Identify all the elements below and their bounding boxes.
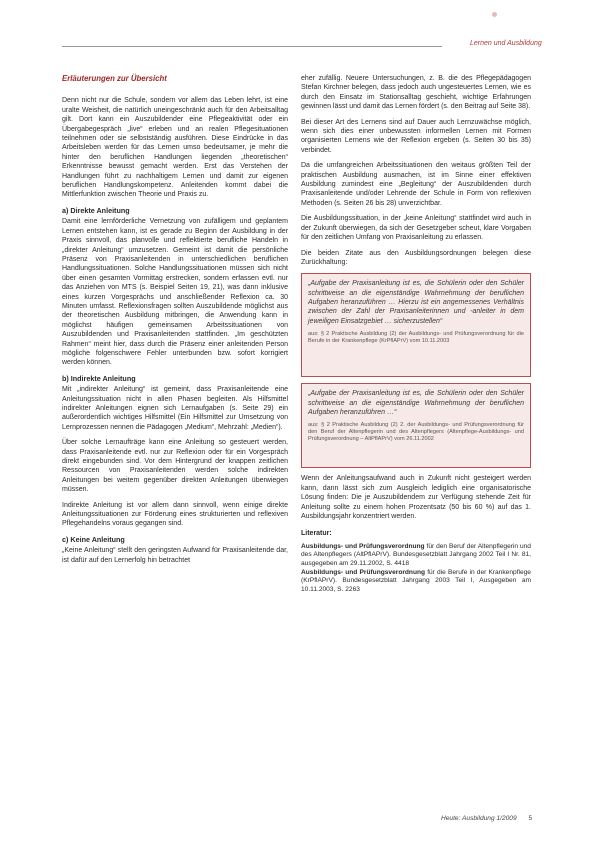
literature-entry-title: Ausbildungs- und Prüfungsverordnung bbox=[301, 568, 426, 576]
paragraph-direct-guidance: Damit eine lernförderliche Vernetzung von zufälligem und geplantem Lernen entstehen kann, ist es gerade zu Beginn der Ausbildung in der Praxis sinnvoll, das planvolle und reflektierte berufliche Handeln in „direkter Anleitung“ umzusetzen. Gemeint ist damit die persönliche Präsenz von Praxisanleitenden in unterschiedlichen beruflichen Handlungssituationen. Solche Handlungssituationen müssen sich nicht über einen gesamten Vormittag erstrecken, sondern erfassen evtl. nur das Anziehen von MTS (s. Beispiel Seiten 19, 21), was dann inklusive eines kurzen Vorgesprächs und anschließender Reflexion ca. 30 Minuten umfasst. Reflexionsfragen sollten Auszubildende möglichst aus der theoretischen Ausbildung mitbringen, die Anwendung kann in möglichst häufigen gemeinsamen Arbeitssituationen von Auszubildenden und Praxisanleitenden stattfinden. „Im geschützten Rahmen“ meint hier, dass durch die Präsenz einer anleitenden Person mögliche folgenschwere Fehler unterbunden bzw. sofort korrigiert werden können. bbox=[62, 218, 288, 367]
paragraph-r1: eher zufällig. Neuere Untersuchungen, z. B. die des Pflegepädagogen Stefan Kirchner belegen, dass jedoch auch ungesteuertes Lernen, wie es durch den Einsatz im Stationsalltag geschieht, wichtige Erfahrungen gewinnen lässt und damit das Lernen fördert (s. den Beitrag auf Seite 38). bbox=[301, 75, 531, 111]
heading-direct-guidance: a) Direkte Anleitung bbox=[62, 205, 130, 215]
intro-paragraph: Denn nicht nur die Schule, sondern vor allem das Leben lehrt, ist eine uralte Weisheit, die natürlich uneingeschränkt auch für den Arbeitsalltag gilt. Dort kann ein Auszubildender eine Pflegeaktivität oder ein Übergabegespräch „live“ erleben und an realen Pflegesituationen teilnehmen oder sie selbstständig ausführen. Diese Eindrücke in das Arbeitsleben werden für das Lernen umso bedeutsamer, je mehr die hinter den beruflichen Handlungen liegenden „theoretischen“ Erkenntnisse bewusst gemacht werden. Erst das Verstehen der Handlungen führt zu nachhaltigem Lernen und damit zur eigenen beruflichen Handlungskompetenz. Anleitenden kommt dabei die Mittlerfunktion zwischen Theorie und Praxis zu. bbox=[62, 97, 288, 199]
literature-heading: Literatur: bbox=[301, 530, 332, 538]
paragraph-r3: Da die umfangreichen Arbeitssituationen den weitaus größten Teil der praktischen Ausbildung ausmachen, ist im Sinne einer effektiven Ausbildung zumindest eine „Begleitung“ der Auszubildenden durch Praxisanleitende und/oder Lehrende der Schule in Form von reflexiven Methoden (s. Seiten 26 bis 28) unverzichtbar. bbox=[301, 162, 531, 207]
literature-entry-title: Ausbildungs- und Prüfungsverordnung bbox=[301, 542, 425, 550]
quote-box-krankenpflege bbox=[301, 273, 531, 377]
left-column bbox=[62, 74, 288, 571]
page-marker-dot bbox=[492, 12, 497, 17]
paragraph-r5: Die beiden Zitate aus den Ausbildungsordnungen belegen diese Zurückhaltung: bbox=[301, 249, 531, 266]
page-number: 5 bbox=[528, 815, 533, 822]
header-rule bbox=[62, 46, 442, 47]
literature-entry-text: für die Berufe in der Krankenpflege (KrPflAPrV). Bundesgesetzblatt Jahrgang 2003 Teil I, Ausgegeben am 10.11.2003, S. 2263 bbox=[301, 568, 531, 593]
header-title: Lernen und Ausbildung bbox=[470, 40, 542, 47]
heading-indirect-guidance: b) Indirekte Anleitung bbox=[62, 373, 136, 383]
quote-text: „Aufgabe der Praxisanleitung ist es, die Schülerin oder den Schüler schrittweise an die eigenständige Wahrnehmung der beruflichen Aufgaben heranzuführen …“ bbox=[308, 390, 524, 416]
section-title: Erläuterungen zur Übersicht bbox=[62, 74, 167, 83]
right-column bbox=[301, 74, 531, 594]
paragraph-no-guidance: „Keine Anleitung“ stellt den geringsten Aufwand für Praxisanleitende dar, ist dafür auf den Lernerfolg hin betrachtet bbox=[62, 547, 288, 564]
literature-entry bbox=[301, 543, 531, 569]
publication-name: Heute: Ausbildung 1/2009 bbox=[441, 815, 517, 822]
paragraph-indirect-guidance-3: Indirekte Anleitung ist vor allem dann sinnvoll, wenn einige direkte Anleitungssituationen zur Förderung eines strukturierten und reflexiven Pflegehandelns voraus gegangen sind. bbox=[62, 501, 288, 528]
paragraph-indirect-guidance-2: Über solche Lernaufträge kann eine Anleitung so gesteuert werden, dass Praxisanleitende evtl. nur zur Reflexion oder für ein Vorgespräch direkt eingebunden sind. Vor dem Hintergrund der knappen zeitlichen Ressourcen von Praxisanleitenden werden solche indirekten Anleitungen bei weitem gegenüber direkten Anleitungen überwiegen müssen. bbox=[62, 439, 288, 494]
literature-entry bbox=[301, 569, 531, 595]
quote-source: aus: § 2 Praktische Ausbildung (2) der Ausbildungs- und Prüfungsverordnung für die Berufe in der Krankenpflege (KrPflAPrV) vom 10.11.2003 bbox=[308, 330, 524, 344]
quote-box-altenpflege bbox=[301, 383, 531, 468]
heading-no-guidance: c) Keine Anleitung bbox=[62, 534, 125, 544]
quote-source: aus: § 2 Praktische Ausbildung (2) 2. der Ausbildungs- und Prüfungsverordnung für den Beruf der Altenpflegerin und des Altenpflegers (Altenpflege-Ausbildungs- und Prüfungsverordnung – AltPflAPrV) vom 26.11.2002 bbox=[308, 422, 524, 443]
paragraph-r6: Wenn der Anleitungsaufwand auch in Zukunft nicht gesteigert werden kann, dann lässt sich zum Ausgleich lediglich eine organisatorische Lösung finden: Die je Auszubildendem zur Verfügung stehende Zeit für Anleitung sollte zu einem hohen Prozentsatz (50 bis 60 %) auf das 1. Ausbildungsjahr konzentriert werden. bbox=[301, 475, 531, 520]
literature-entry-text: für den Beruf der Altenpflegerin und des Altenpflegers (AltPflAPrV). Bundesgesetzblatt Jahrgang 2002 Teil I Nr. 81, ausgegeben am 29.11.2002, S. 4418 bbox=[301, 542, 531, 567]
paragraph-indirect-guidance-1: Mit „indirekter Anleitung“ ist gemeint, dass Praxisanleitende eine Anleitungssituation nicht in allen Phasen begleiten. Als Hilfsmittel indirekter Anleitungen eignen sich Lernaufgaben (s. Seite 29) ein außerordentlich wichtiges Hilfsmittel (Ein Hilfsmittel zur Umsetzung von Lernprozessen nennen die Pädagogen „Medium“, Mehrzahl: „Medien“). bbox=[62, 386, 288, 431]
page-footer bbox=[441, 815, 532, 822]
quote-text: „Aufgabe der Praxisanleitung ist es, die Schülerin oder den Schüler schrittweise an die eigenständige Wahrnehmung der beruflichen Aufgaben heranzuführen … Hierzu ist ein angemessenes Verhältnis zwischen der Zahl der Praxisanleiterinnen und -anleiter in dem jeweiligen Einsatzgebiet … sicherzustellen“ bbox=[308, 280, 524, 325]
paragraph-r4: Die Ausbildungssituation, in der „keine Anleitung“ stattfindet wird auch in der Zukunft überwiegen, da sich der Gesetzgeber scheut, klare Vorgaben für den zeitlichen Umfang von Praxisanleitung zu erlassen. bbox=[301, 215, 531, 242]
paragraph-r2: Bei dieser Art des Lernens sind auf Dauer auch Lernzuwächse möglich, wenn sich dies einer unbewussten informellen Lernen mit Formen organisierten Lernens wie der Reflexion ergeben (s. Seiten 30 bis 35) verbindet. bbox=[301, 118, 531, 154]
